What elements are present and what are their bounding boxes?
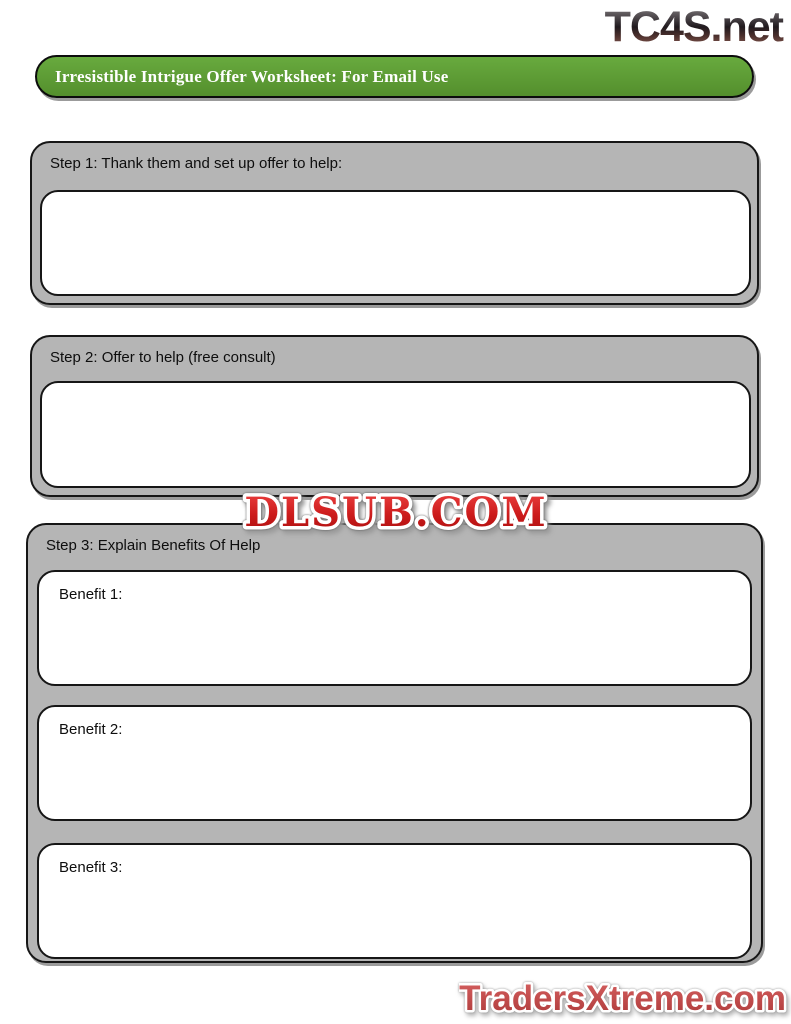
step2-input-area[interactable]: [40, 381, 751, 488]
tc4s-logo: [552, 2, 787, 50]
step3-panel: [26, 523, 763, 963]
benefit3-label: Benefit 3:: [59, 859, 123, 876]
title-banner: [35, 55, 754, 98]
tradersxtreme-logo: [459, 974, 789, 1022]
tc4s-logo-text: TC4S.net: [604, 3, 783, 50]
benefit3-field[interactable]: [37, 843, 752, 959]
banner-title: Irresistible Intrigue Offer Worksheet: For Email Use: [55, 66, 449, 86]
benefit2-label: Benefit 2:: [59, 721, 123, 738]
benefit2-field[interactable]: [37, 705, 752, 821]
step1-input-area[interactable]: [40, 190, 751, 296]
dlsub-watermark: [241, 485, 551, 539]
step3-label: Step 3: Explain Benefits Of Help: [46, 537, 261, 554]
step2-label: Step 2: Offer to help (free consult): [50, 349, 276, 366]
step1-panel: [30, 141, 759, 305]
step2-panel: [30, 335, 759, 497]
benefit1-field[interactable]: [37, 570, 752, 686]
tradersxtreme-logo-text: TradersXtreme.com: [459, 979, 786, 1018]
benefit1-label: Benefit 1:: [59, 586, 123, 603]
step1-label: Step 1: Thank them and set up offer to help:: [50, 155, 343, 172]
dlsub-watermark-text: DLSUB.COM: [243, 489, 548, 536]
